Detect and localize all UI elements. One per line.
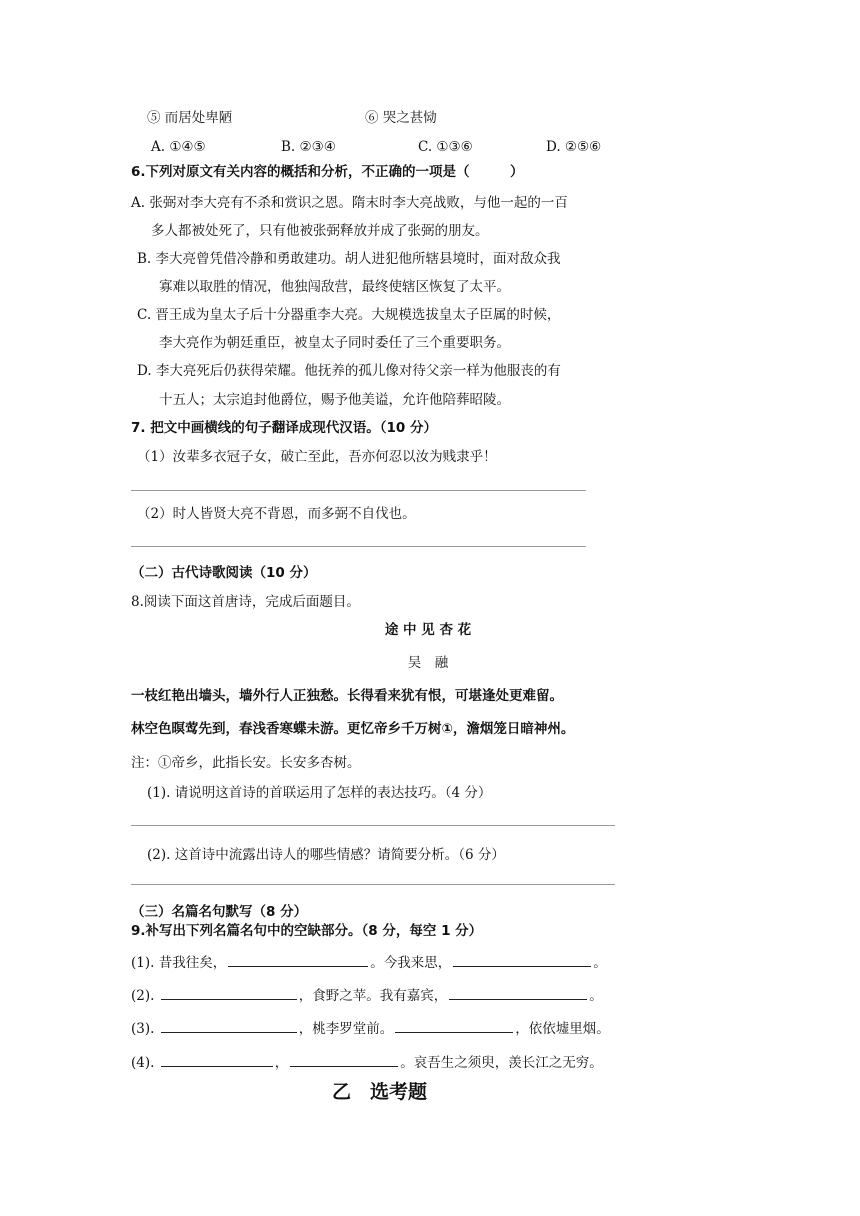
- dictation-text: 。: [593, 955, 607, 971]
- poem-author: 吴 融: [407, 655, 449, 671]
- fill-blank[interactable]: [161, 1018, 297, 1033]
- q5-item-6: ⑥ 哭之甚恸: [365, 110, 437, 126]
- poem-line-1: 一枝红艳出墙头，墙外行人正独愁。长得看来犹有恨，可堪逢处更难留。: [131, 688, 563, 704]
- q5-option-a: A. ①④⑤: [151, 139, 206, 155]
- q6-option-a-line2: 多人都被处死了，只有他被张弼释放并成了张弼的朋友。: [151, 223, 489, 239]
- fill-blank[interactable]: [228, 952, 368, 967]
- q6-option-c-line1: C. 晋王成为皇太子后十分器重李大亮。大规模选拔皇太子臣属的时候，: [137, 307, 561, 323]
- answer-line: [131, 490, 586, 491]
- section-2-heading: （二）古代诗歌阅读（10 分）: [131, 565, 317, 581]
- answer-line: [131, 825, 615, 826]
- dictation-row-3: [131, 1018, 610, 1039]
- dictation-text: ，桃李罗堂前。: [298, 1021, 394, 1037]
- poem-note: 注：①帝乡，此指长安。长安多杏树。: [131, 755, 361, 771]
- q9-stem: 9.补写出下列名篇名句中的空缺部分。（8 分，每空 1 分）: [131, 923, 483, 939]
- q6-option-d-line2: 十五人；太宗追封他爵位，赐予他美谥，允许他陪葬昭陵。: [159, 392, 510, 408]
- dictation-text: ，依依墟里烟。: [515, 1021, 610, 1037]
- q5-option-d: D. ②⑤⑥: [546, 139, 602, 155]
- fill-blank[interactable]: [453, 952, 591, 967]
- q5-option-c: C. ①③⑥: [418, 139, 473, 155]
- section-3-heading: （三）名篇名句默写（8 分）: [131, 904, 308, 920]
- fill-blank[interactable]: [161, 985, 297, 1000]
- fill-blank[interactable]: [395, 1018, 513, 1033]
- answer-line: [131, 546, 586, 547]
- q7-stem: 7. 把文中画横线的句子翻译成现代汉语。（10 分）: [131, 420, 437, 436]
- q6-option-a-line1: A. 张弼对李大亮有不杀和赏识之恩。隋末时李大亮战败，与他一起的一百: [131, 195, 568, 211]
- dictation-text: 。哀吾生之须臾，羡长江之无穷。: [400, 1055, 603, 1071]
- poem-line-2: 林空色暝莺先到，春浅香寒蝶未游。更忆帝乡千万树①，澹烟笼日暗神州。: [131, 721, 575, 737]
- fill-blank[interactable]: [290, 1052, 398, 1067]
- q6-option-b-line2: 寡难以取胜的情况，他独闯敌营，最终使辖区恢复了太平。: [159, 279, 510, 295]
- dictation-row-4: [131, 1052, 603, 1073]
- q8-subquestion-2: (2). 这首诗中流露出诗人的哪些情感？请简要分析。（6 分）: [147, 847, 505, 863]
- q5-item-5: ⑤ 而居处卑陋: [147, 110, 233, 126]
- q6-stem: 6.下列对原文有关内容的概括和分析，不正确的一项是（ ）: [131, 164, 524, 180]
- q6-option-c-line2: 李大亮作为朝廷重臣，被皇太子同时委任了三个重要职务。: [159, 335, 510, 351]
- dictation-text: (2).: [131, 988, 159, 1004]
- dictation-text: 。: [589, 988, 603, 1004]
- dictation-row-2: [131, 985, 603, 1006]
- fill-blank[interactable]: [161, 1052, 273, 1067]
- q6-option-b-line1: B. 李大亮曾凭借冷静和勇敢建功。胡人进犯他所辖县境时，面对敌众我: [137, 251, 561, 267]
- poem-title: 途 中 见 杏 花: [384, 622, 472, 638]
- fill-blank[interactable]: [449, 985, 587, 1000]
- answer-line: [131, 884, 615, 885]
- dictation-text: (3).: [131, 1021, 159, 1037]
- dictation-text: ，食野之苹。我有嘉宾，: [298, 988, 448, 1004]
- dictation-row-1: [131, 952, 607, 973]
- q7-sentence-2: （2）时人皆贤大亮不背恩，而多弼不自伐也。: [137, 506, 416, 522]
- dictation-text: (1). 昔我往矣，: [131, 955, 227, 971]
- q8-stem: 8.阅读下面这首唐诗，完成后面题目。: [131, 594, 360, 610]
- dictation-text: 。今我来思，: [370, 955, 452, 971]
- dictation-text: (4).: [131, 1055, 159, 1071]
- q8-subquestion-1: (1). 请说明这首诗的首联运用了怎样的表达技巧。（4 分）: [147, 785, 492, 801]
- q6-option-d-line1: D. 李大亮死后仍获得荣耀。他抚养的孤儿像对待父亲一样为他服丧的有: [137, 363, 561, 379]
- q5-option-b: B. ②③④: [281, 139, 336, 155]
- q7-sentence-1: （1）汝辈多衣冠子女，破亡至此，吾亦何忍以汝为贱隶乎！: [137, 449, 497, 465]
- part-b-title: 乙 选考题: [332, 1081, 428, 1103]
- dictation-text: ，: [274, 1055, 289, 1071]
